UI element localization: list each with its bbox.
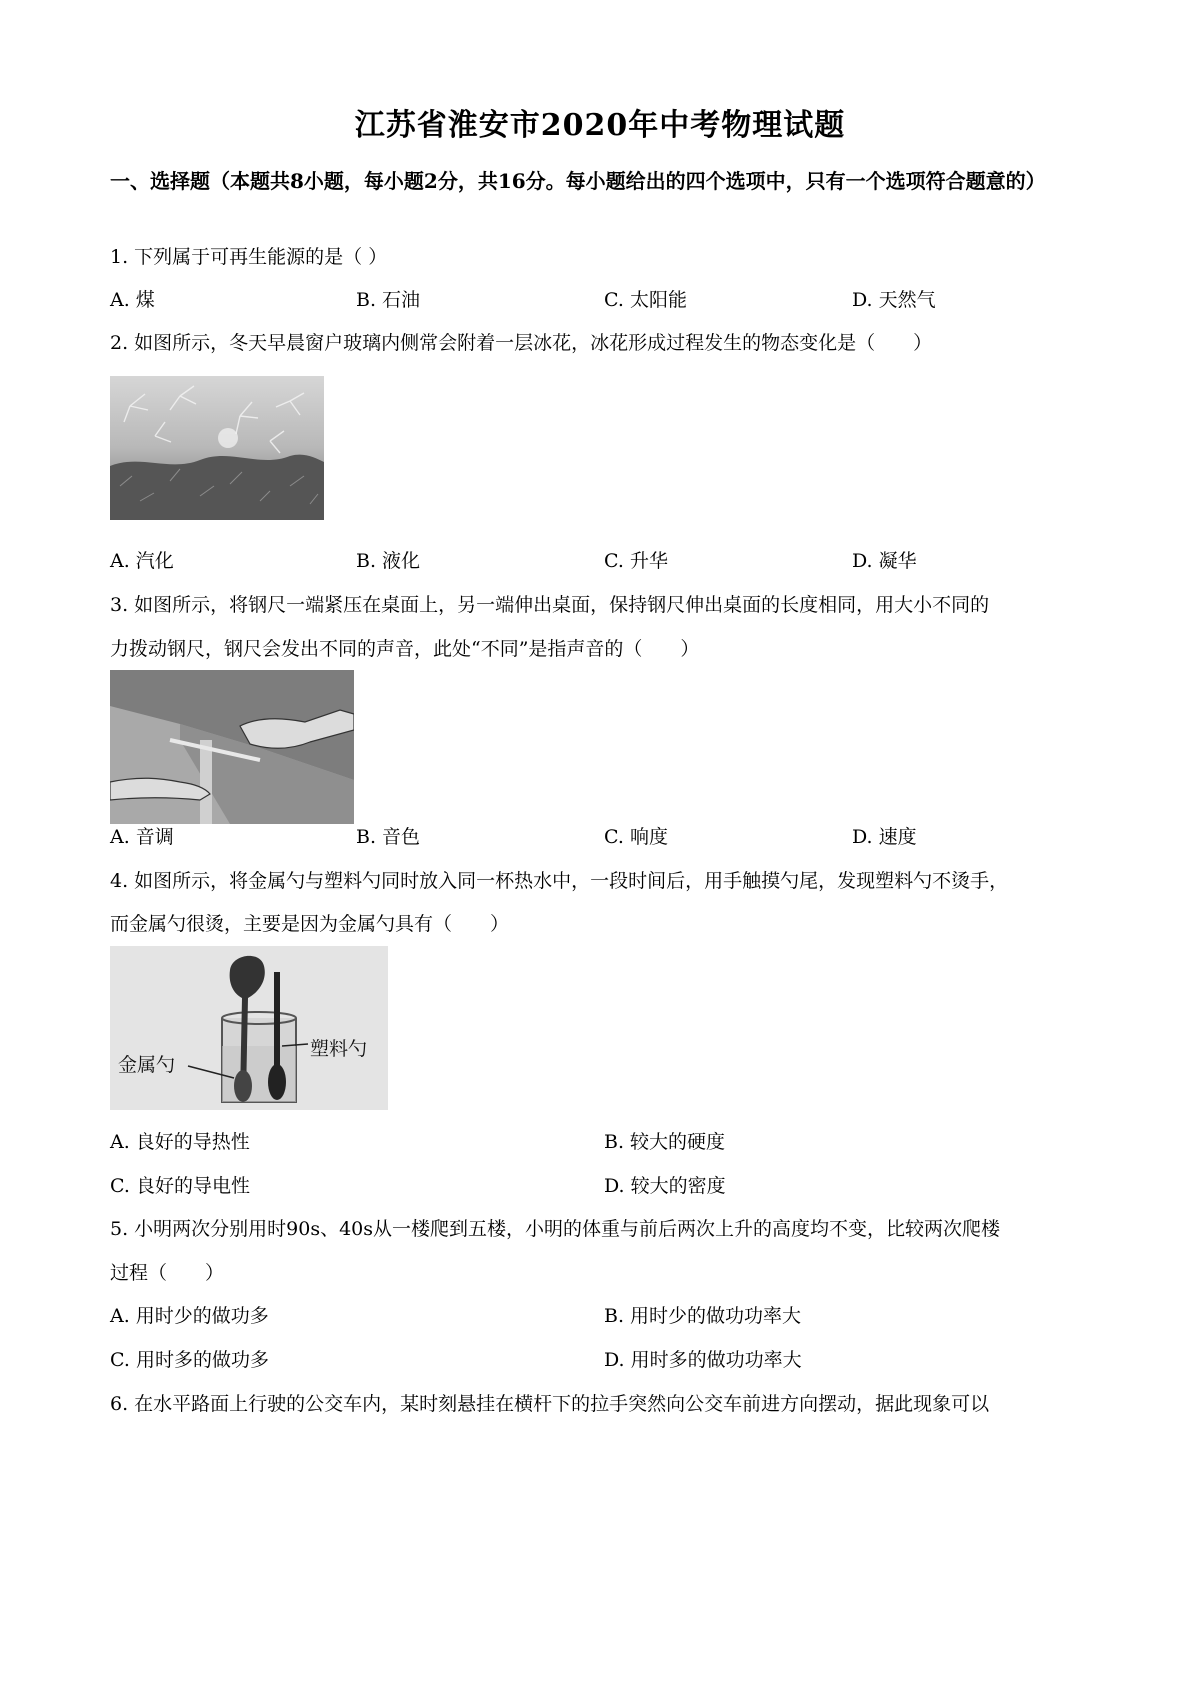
q3-option-d: D. 速度 — [852, 826, 917, 848]
question-3-text-line-2: 力拨动钢尺，钢尺会发出不同的声音，此处“不同”是指声音的（ ） — [110, 638, 700, 660]
ruler-desk-photo — [110, 670, 354, 824]
page-title: 江苏省淮安市2020年中考物理试题 — [354, 108, 846, 143]
q2-option-b: B. 液化 — [356, 550, 421, 572]
frost-photo — [110, 376, 324, 520]
q3-option-b: B. 音色 — [356, 826, 421, 848]
question-5-text-line-2: 过程（ ） — [110, 1262, 225, 1284]
q3-option-c: C. 响度 — [604, 826, 668, 848]
q2-option-c: C. 升华 — [604, 550, 668, 572]
q2-option-d: D. 凝华 — [852, 550, 917, 572]
q1-option-d: D. 天然气 — [852, 289, 936, 311]
q3-option-a: A. 音调 — [110, 826, 174, 848]
q5-option-d: D. 用时多的做功功率大 — [604, 1349, 802, 1371]
q4-option-c: C. 良好的导电性 — [110, 1175, 250, 1197]
question-4-text-line-2: 而金属勺很烫，主要是因为金属勺具有（ ） — [110, 913, 510, 935]
section-heading: 一、选择题（本题共8小题，每小题2分，共16分。每小题给出的四个选项中，只有一个选项符合题意的） — [110, 169, 1046, 193]
spoons-in-cup-photo — [110, 946, 388, 1110]
question-2-text: 2. 如图所示，冬天早晨窗户玻璃内侧常会附着一层冰花，冰花形成过程发生的物态变化是（ ） — [110, 332, 933, 354]
question-6-text: 6. 在水平路面上行驶的公交车内，某时刻悬挂在横杆下的拉手突然向公交车前进方向摆动，据此现象可以 — [110, 1393, 990, 1415]
question-3-text-line-1: 3. 如图所示，将钢尺一端紧压在桌面上，另一端伸出桌面，保持钢尺伸出桌面的长度相同，用大小不同的 — [110, 594, 990, 616]
metal-spoon-label: 金属勺 — [118, 1054, 176, 1076]
plastic-spoon-label: 塑料勺 — [310, 1038, 368, 1060]
q4-option-b: B. 较大的硬度 — [604, 1131, 726, 1153]
q4-option-a: A. 良好的导热性 — [110, 1131, 250, 1153]
q4-option-d: D. 较大的密度 — [604, 1175, 726, 1197]
q1-option-a: A. 煤 — [110, 289, 155, 311]
q2-option-a: A. 汽化 — [110, 550, 174, 572]
q5-option-a: A. 用时少的做功多 — [110, 1305, 269, 1327]
question-4-text-line-1: 4. 如图所示，将金属勺与塑料勺同时放入同一杯热水中，一段时间后，用手触摸勺尾，发现塑料勺不烫手， — [110, 870, 1009, 892]
question-1-text: 1. 下列属于可再生能源的是（ ） — [110, 246, 388, 268]
q1-option-b: B. 石油 — [356, 289, 421, 311]
q5-option-c: C. 用时多的做功多 — [110, 1349, 269, 1371]
q5-option-b: B. 用时少的做功功率大 — [604, 1305, 802, 1327]
q1-option-c: C. 太阳能 — [604, 289, 687, 311]
question-5-text-line-1: 5. 小明两次分别用时90s、40s从一楼爬到五楼，小明的体重与前后两次上升的高度均不变，比较两次爬楼 — [110, 1218, 1001, 1240]
